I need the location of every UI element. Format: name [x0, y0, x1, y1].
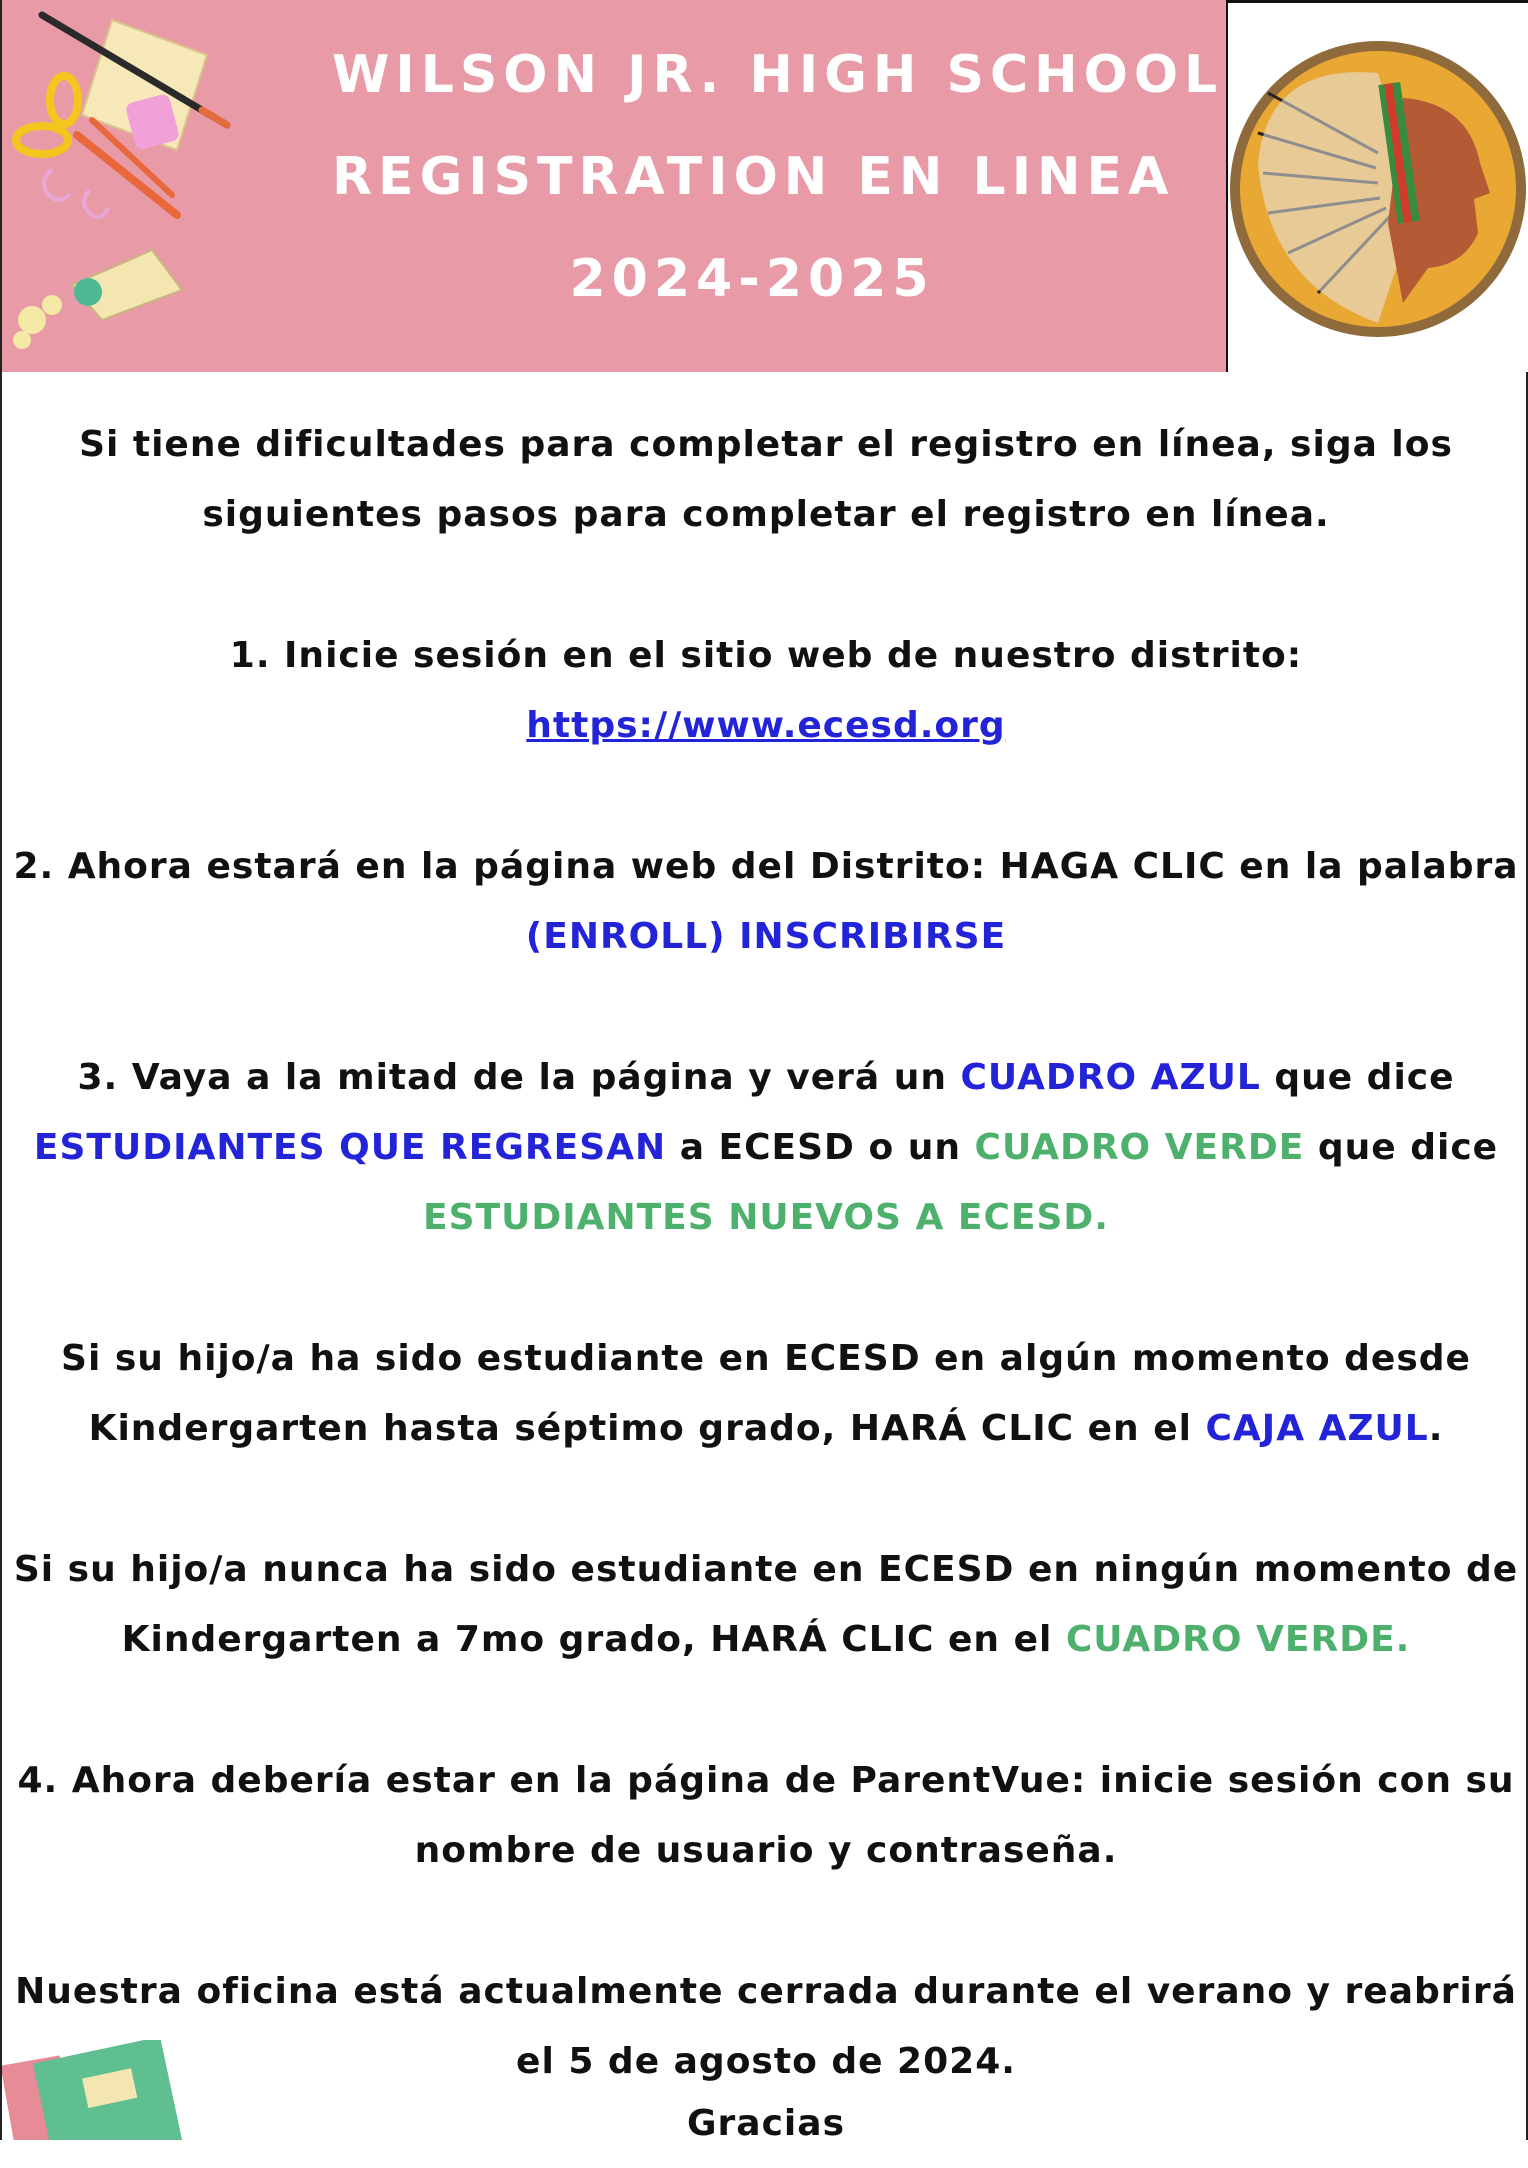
enroll-highlight: (ENROLL) INSCRIBIRSE: [525, 916, 1007, 957]
step-3: [2, 1043, 1528, 1253]
returning-text: Si su hijo/a ha sido estudiante en ECESD en algún momento desde Kindergarten hasta séptimo grado, HARÁ CLIC en el: [61, 1338, 1471, 1449]
closing-text: Gracias: [687, 2103, 845, 2144]
step-3-text: que dice: [1304, 1127, 1499, 1168]
district-website-link[interactable]: https://www.ecesd.org: [526, 705, 1006, 746]
green-box-highlight: CUADRO VERDE.: [1065, 1619, 1411, 1660]
step-3-text: a ECESD o un: [666, 1127, 975, 1168]
new-students-label: ESTUDIANTES NUEVOS A ECESD.: [423, 1197, 1109, 1238]
returning-students-label: ESTUDIANTES QUE REGRESAN: [33, 1127, 667, 1168]
step-2-text: 2. Ahora estará en la página web del Distrito: HAGA CLIC en la palabra: [13, 846, 1519, 887]
registration-title: REGISTRATION EN LINEA: [332, 147, 1175, 207]
step-3-text: 3. Vaya a la mitad de la página y verá un: [77, 1057, 961, 1098]
returning-end: .: [1428, 1408, 1444, 1449]
school-name: WILSON JR. HIGH SCHOOL: [332, 45, 1224, 105]
school-year: 2024-2025: [569, 249, 935, 309]
school-logo: [1226, 0, 1528, 372]
step-1: [2, 621, 1528, 761]
returning-students-paragraph: [2, 1324, 1528, 1464]
office-notice: Nuestra oficina está actualmente cerrada durante el verano y reabrirá el 5 de agosto de 2024.: [15, 1971, 1517, 2082]
blue-box-highlight: CAJA AZUL: [1205, 1408, 1429, 1449]
step-1-text: 1. Inicie sesión en el sitio web de nuestro distrito:: [229, 635, 1303, 676]
banner-title: [332, 24, 1224, 330]
mascot-logo-image: [1228, 3, 1528, 375]
step-4: 4. Ahora debería estar en la página de ParentVue: inicie sesión con su nombre de usuario y contraseña.: [17, 1760, 1515, 1871]
green-box-label: CUADRO VERDE: [974, 1127, 1305, 1168]
new-students-paragraph: [2, 1535, 1528, 1675]
header-banner: [2, 0, 1226, 372]
intro-paragraph: Si tiene dificultades para completar el registro en línea, siga los siguientes pasos para completar el registro en línea.: [79, 424, 1453, 535]
instructions: [2, 410, 1528, 2168]
new-students-text: Si su hijo/a nunca ha sido estudiante en ECESD en ningún momento de Kindergarten a 7mo grado, HARÁ CLIC en el: [13, 1549, 1519, 1660]
step-3-text: que dice: [1260, 1057, 1455, 1098]
step-2: [2, 832, 1528, 972]
blue-box-label: CUADRO AZUL: [960, 1057, 1261, 1098]
school-supplies-illustration: [2, 0, 242, 372]
